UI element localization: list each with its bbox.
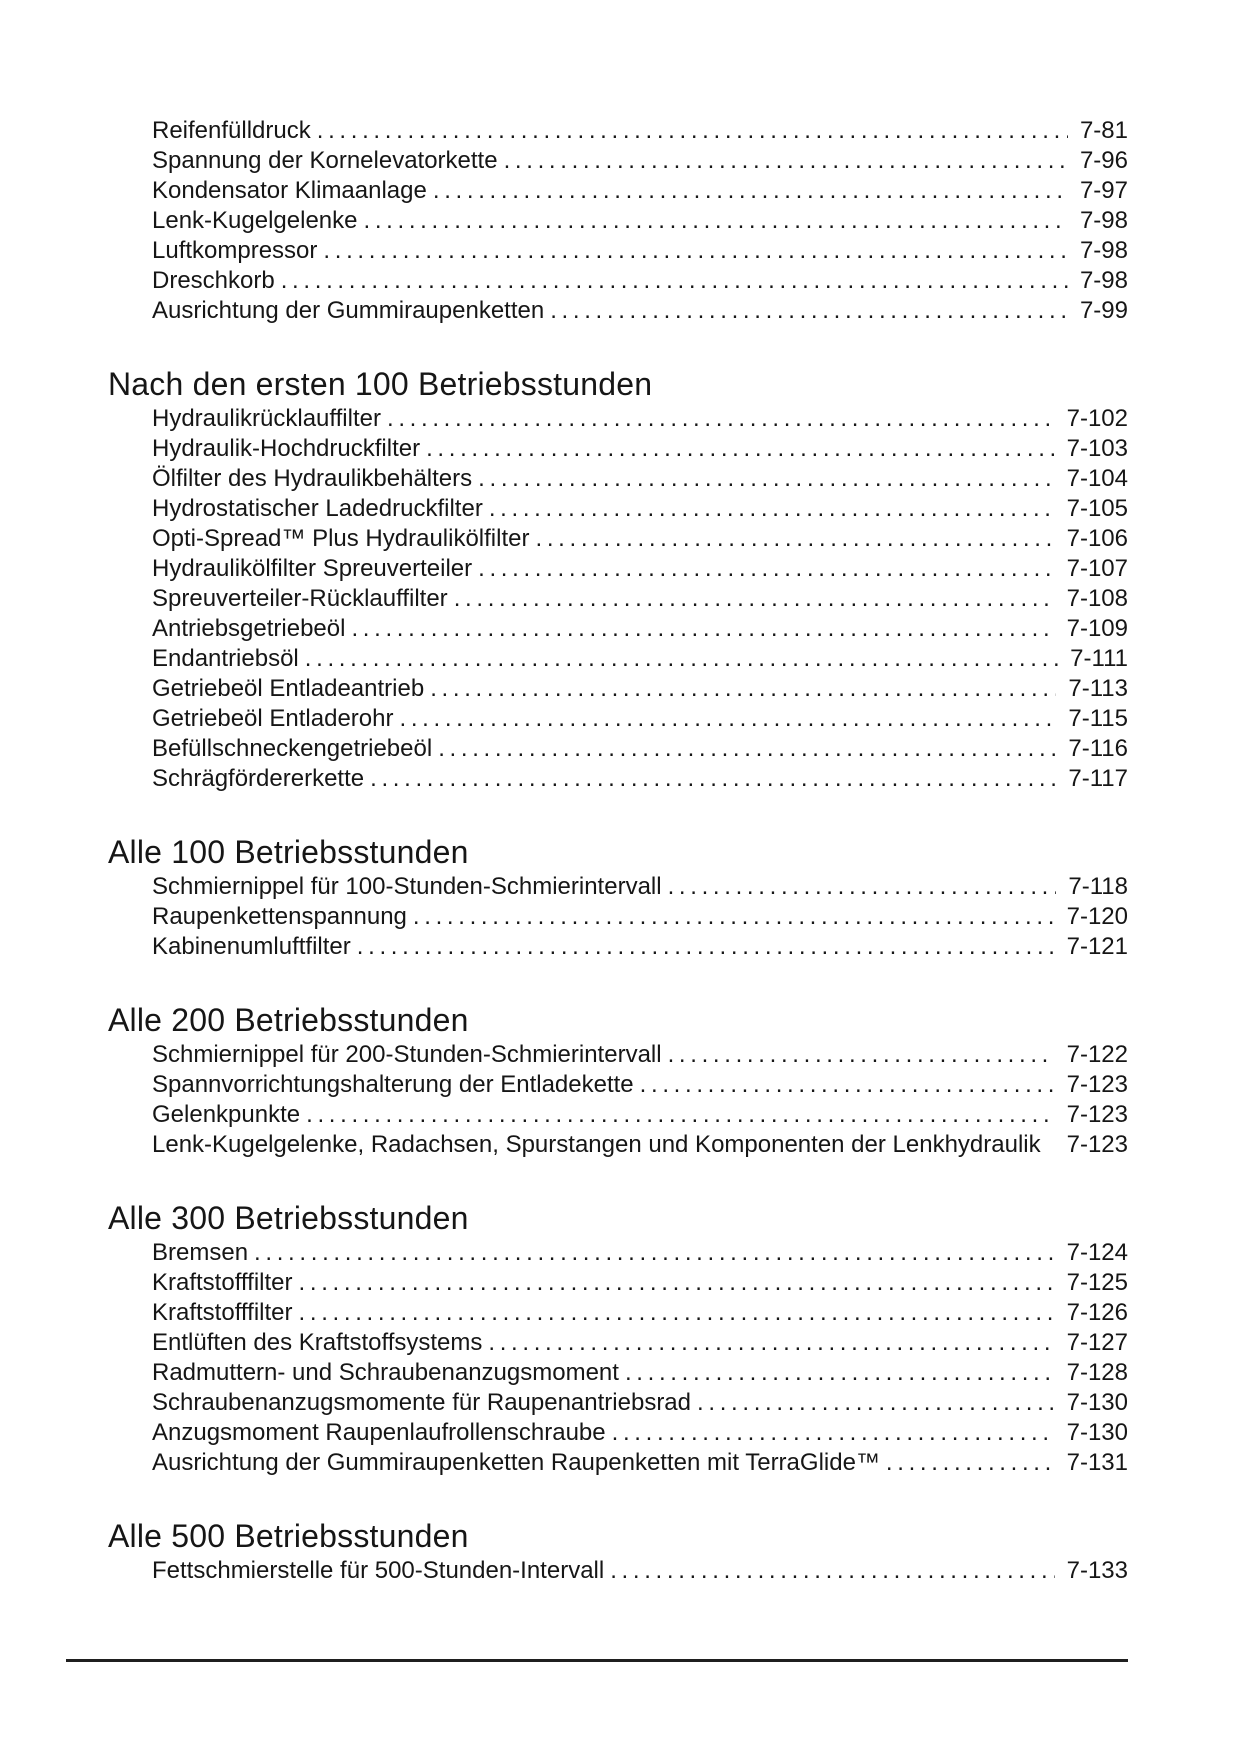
leader-dots bbox=[662, 872, 1057, 902]
leader-dots bbox=[472, 464, 1054, 494]
toc-entry[interactable] bbox=[152, 146, 1128, 176]
toc-entry-label: Hydraulikölfilter Spreuverteiler bbox=[152, 555, 473, 582]
toc-section bbox=[0, 832, 1241, 962]
leader-dots bbox=[606, 1418, 1055, 1448]
toc-entry-page-number: 7-109 bbox=[1066, 615, 1128, 642]
toc-section bbox=[0, 364, 1241, 794]
toc-entry-page-number: 7-120 bbox=[1066, 903, 1128, 930]
toc-entry-page-number: 7-116 bbox=[1068, 735, 1128, 762]
toc-entry-label: Lenk-Kugelgelenke, Radachsen, Spurstangen und Komponenten der Lenkhydraulik bbox=[152, 1131, 1041, 1158]
section-heading: Alle 500 Betriebsstunden bbox=[108, 1518, 469, 1554]
toc-section bbox=[0, 1516, 1241, 1586]
toc-entry-page-number: 7-107 bbox=[1066, 555, 1128, 582]
toc-entry-page-number: 7-118 bbox=[1068, 873, 1128, 900]
toc-entry[interactable] bbox=[152, 1388, 1128, 1418]
leader-dots bbox=[634, 1070, 1055, 1100]
toc-entry-page-number: 7-111 bbox=[1070, 645, 1128, 672]
toc-entry-page-number: 7-123 bbox=[1066, 1071, 1128, 1098]
toc bbox=[0, 116, 1241, 1586]
toc-entry-page-number: 7-103 bbox=[1066, 435, 1128, 462]
toc-entry-label: Endantriebsöl bbox=[152, 645, 299, 672]
leader-dots bbox=[482, 1328, 1054, 1358]
toc-entry-label: Hydrostatischer Ladedruckfilter bbox=[152, 495, 483, 522]
toc-entry-label: Schmiernippel für 200-Stunden-Schmierintervall bbox=[152, 1041, 662, 1068]
toc-entry-page-number: 7-130 bbox=[1066, 1419, 1128, 1446]
toc-entry[interactable] bbox=[152, 1070, 1128, 1100]
leader-dots bbox=[293, 1268, 1055, 1298]
toc-entry[interactable] bbox=[152, 1040, 1128, 1070]
toc-entry-page-number: 7-127 bbox=[1066, 1329, 1128, 1356]
toc-entry-label: Hydraulikrücklauffilter bbox=[152, 405, 381, 432]
toc-entry-label: Reifenfülldruck bbox=[152, 117, 311, 144]
toc-entry[interactable] bbox=[152, 1298, 1128, 1328]
toc-entry-label: Kondensator Klimaanlage bbox=[152, 177, 427, 204]
leader-dots bbox=[299, 644, 1058, 674]
toc-entry-label: Befüllschneckengetriebeöl bbox=[152, 735, 433, 762]
toc-entry-page-number: 7-105 bbox=[1066, 495, 1128, 522]
section-heading: Nach den ersten 100 Betriebsstunden bbox=[108, 366, 653, 402]
toc-entry[interactable] bbox=[152, 116, 1128, 146]
toc-entry[interactable] bbox=[152, 1418, 1128, 1448]
toc-entry[interactable] bbox=[152, 1328, 1128, 1358]
toc-entry-label: Spannvorrichtungshalterung der Entladekette bbox=[152, 1071, 634, 1098]
leader-dots bbox=[544, 296, 1068, 326]
toc-entry-label: Raupenkettenspannung bbox=[152, 903, 407, 930]
leader-dots bbox=[619, 1358, 1055, 1388]
toc-entry[interactable] bbox=[152, 872, 1128, 902]
toc-entry[interactable] bbox=[152, 644, 1128, 674]
leader-dots bbox=[275, 266, 1068, 296]
toc-entry[interactable] bbox=[152, 434, 1128, 464]
toc-entry-label: Fettschmierstelle für 500-Stunden-Intervall bbox=[152, 1557, 605, 1584]
toc-entry[interactable] bbox=[152, 554, 1128, 584]
toc-entry-label: Entlüften des Kraftstoffsystems bbox=[152, 1329, 483, 1356]
toc-entry[interactable] bbox=[152, 236, 1128, 266]
toc-entry-page-number: 7-122 bbox=[1066, 1041, 1128, 1068]
leader-dots bbox=[381, 404, 1055, 434]
leader-dots bbox=[662, 1040, 1055, 1070]
leader-dots bbox=[393, 704, 1056, 734]
toc-entry-label: Spreuverteiler-Rücklauffilter bbox=[152, 585, 448, 612]
toc-entry-label: Lenk-Kugelgelenke bbox=[152, 207, 358, 234]
toc-entry[interactable] bbox=[152, 176, 1128, 206]
toc-entry-page-number: 7-98 bbox=[1079, 237, 1128, 264]
toc-entry-page-number: 7-121 bbox=[1066, 933, 1128, 960]
toc-entry-page-number: 7-133 bbox=[1066, 1557, 1128, 1584]
section-heading: Alle 100 Betriebsstunden bbox=[108, 834, 469, 870]
toc-entry-label: Antriebsgetriebeöl bbox=[152, 615, 346, 642]
leader-dots bbox=[358, 206, 1068, 236]
toc-entry-page-number: 7-125 bbox=[1066, 1269, 1128, 1296]
toc-entry[interactable] bbox=[152, 1358, 1128, 1388]
toc-entry-page-number: 7-98 bbox=[1079, 207, 1128, 234]
leader-dots bbox=[293, 1298, 1055, 1328]
toc-entry-page-number: 7-117 bbox=[1068, 765, 1128, 792]
leader-dots bbox=[248, 1238, 1055, 1268]
section-rows bbox=[0, 1556, 1241, 1586]
toc-entry-label: Spannung der Kornelevatorkette bbox=[152, 147, 498, 174]
toc-entry[interactable] bbox=[152, 1268, 1128, 1298]
toc-entry-label: Kabinenumluftfilter bbox=[152, 933, 351, 960]
toc-entry-label: Bremsen bbox=[152, 1239, 249, 1266]
leader-dots bbox=[604, 1556, 1054, 1586]
toc-entry[interactable] bbox=[152, 494, 1128, 524]
toc-entry-label: Kraftstofffilter bbox=[152, 1299, 293, 1326]
toc-entry-label: Opti-Spread™ Plus Hydraulikölfilter bbox=[152, 525, 530, 552]
toc-entry-page-number: 7-97 bbox=[1079, 177, 1128, 204]
toc-entry-label: Dreschkorb bbox=[152, 267, 275, 294]
toc-entry[interactable] bbox=[152, 674, 1128, 704]
leader-dots bbox=[880, 1448, 1055, 1478]
leader-dots bbox=[351, 932, 1055, 962]
toc-entry-label: Ausrichtung der Gummiraupenketten Raupenketten mit TerraGlide™ bbox=[152, 1449, 880, 1476]
leader-dots bbox=[364, 764, 1056, 794]
toc-entry-page-number: 7-99 bbox=[1079, 297, 1128, 324]
toc-entry[interactable] bbox=[152, 902, 1128, 932]
toc-entry[interactable] bbox=[152, 1238, 1128, 1268]
toc-entry-label: Hydraulik-Hochdruckfilter bbox=[152, 435, 421, 462]
toc-section bbox=[0, 1198, 1241, 1478]
leader-dots bbox=[311, 116, 1068, 146]
leader-dots bbox=[432, 734, 1056, 764]
toc-entry[interactable] bbox=[152, 614, 1128, 644]
toc-entry-label: Getriebeöl Entladeantrieb bbox=[152, 675, 425, 702]
toc-entry-label: Getriebeöl Entladerohr bbox=[152, 705, 394, 732]
toc-entry-label: Schmiernippel für 100-Stunden-Schmierintervall bbox=[152, 873, 662, 900]
leader-dots bbox=[472, 554, 1054, 584]
toc-entry[interactable] bbox=[152, 266, 1128, 296]
leader-dots bbox=[529, 524, 1054, 554]
toc-entry-label: Luftkompressor bbox=[152, 237, 318, 264]
toc-entry[interactable] bbox=[152, 524, 1128, 554]
section-rows bbox=[0, 404, 1241, 794]
toc-entry[interactable] bbox=[152, 764, 1128, 794]
toc-entry-label: Schraubenanzugsmomente für Raupenantriebsrad bbox=[152, 1389, 692, 1416]
toc-entry-page-number: 7-113 bbox=[1068, 675, 1128, 702]
toc-entry[interactable] bbox=[152, 734, 1128, 764]
toc-entry-page-number: 7-115 bbox=[1068, 705, 1128, 732]
toc-entry[interactable] bbox=[152, 404, 1128, 434]
leader-dots bbox=[498, 146, 1068, 176]
toc-entry-label: Schrägfördererkette bbox=[152, 765, 365, 792]
footer-rule bbox=[66, 1659, 1128, 1662]
section-rows bbox=[0, 116, 1241, 326]
toc-entry[interactable] bbox=[152, 584, 1128, 614]
section-rows bbox=[0, 872, 1241, 962]
toc-entry-page-number: 7-128 bbox=[1066, 1359, 1128, 1386]
toc-entry-label: Ölfilter des Hydraulikbehälters bbox=[152, 465, 473, 492]
section-heading: Alle 200 Betriebsstunden bbox=[108, 1002, 469, 1038]
leader-dots bbox=[300, 1100, 1055, 1130]
toc-entry[interactable] bbox=[152, 464, 1128, 494]
toc-entry-page-number: 7-108 bbox=[1066, 585, 1128, 612]
toc-entry[interactable] bbox=[152, 206, 1128, 236]
section-heading: Alle 300 Betriebsstunden bbox=[108, 1200, 469, 1236]
toc-entry-page-number: 7-123 bbox=[1066, 1131, 1128, 1158]
toc-entry-page-number: 7-124 bbox=[1066, 1239, 1128, 1266]
toc-entry[interactable] bbox=[152, 296, 1128, 326]
leader-dots bbox=[427, 176, 1068, 206]
toc-entry[interactable] bbox=[152, 1130, 1128, 1160]
toc-entry-page-number: 7-102 bbox=[1066, 405, 1128, 432]
leader-dots bbox=[448, 584, 1055, 614]
toc-entry-page-number: 7-131 bbox=[1066, 1449, 1128, 1476]
toc-entry-label: Ausrichtung der Gummiraupenketten bbox=[152, 297, 545, 324]
toc-entry[interactable] bbox=[152, 932, 1128, 962]
toc-entry-page-number: 7-96 bbox=[1079, 147, 1128, 174]
toc-section bbox=[0, 1000, 1241, 1160]
toc-entry-label: Radmuttern- und Schraubenanzugsmoment bbox=[152, 1359, 619, 1386]
section-rows bbox=[0, 1040, 1241, 1160]
leader-dots bbox=[407, 902, 1055, 932]
leader-dots bbox=[424, 674, 1056, 704]
leader-dots bbox=[345, 614, 1054, 644]
toc-entry[interactable] bbox=[152, 1556, 1128, 1586]
toc-entry-page-number: 7-104 bbox=[1066, 465, 1128, 492]
toc-entry-label: Gelenkpunkte bbox=[152, 1101, 301, 1128]
leader-dots bbox=[420, 434, 1055, 464]
toc-entry-page-number: 7-126 bbox=[1066, 1299, 1128, 1326]
toc-entry-page-number: 7-130 bbox=[1066, 1389, 1128, 1416]
leader-dots bbox=[691, 1388, 1055, 1418]
leader-dots bbox=[317, 236, 1068, 266]
toc-entry-page-number: 7-123 bbox=[1066, 1101, 1128, 1128]
toc-entry[interactable] bbox=[152, 704, 1128, 734]
toc-section bbox=[0, 116, 1241, 326]
section-rows bbox=[0, 1238, 1241, 1478]
toc-entry-label: Anzugsmoment Raupenlaufrollenschraube bbox=[152, 1419, 606, 1446]
toc-entry[interactable] bbox=[152, 1448, 1128, 1478]
toc-entry-label: Kraftstofffilter bbox=[152, 1269, 293, 1296]
toc-entry[interactable] bbox=[152, 1100, 1128, 1130]
toc-entry-page-number: 7-106 bbox=[1066, 525, 1128, 552]
toc-entry-page-number: 7-98 bbox=[1079, 267, 1128, 294]
leader-dots bbox=[483, 494, 1055, 524]
toc-entry-page-number: 7-81 bbox=[1079, 117, 1128, 144]
